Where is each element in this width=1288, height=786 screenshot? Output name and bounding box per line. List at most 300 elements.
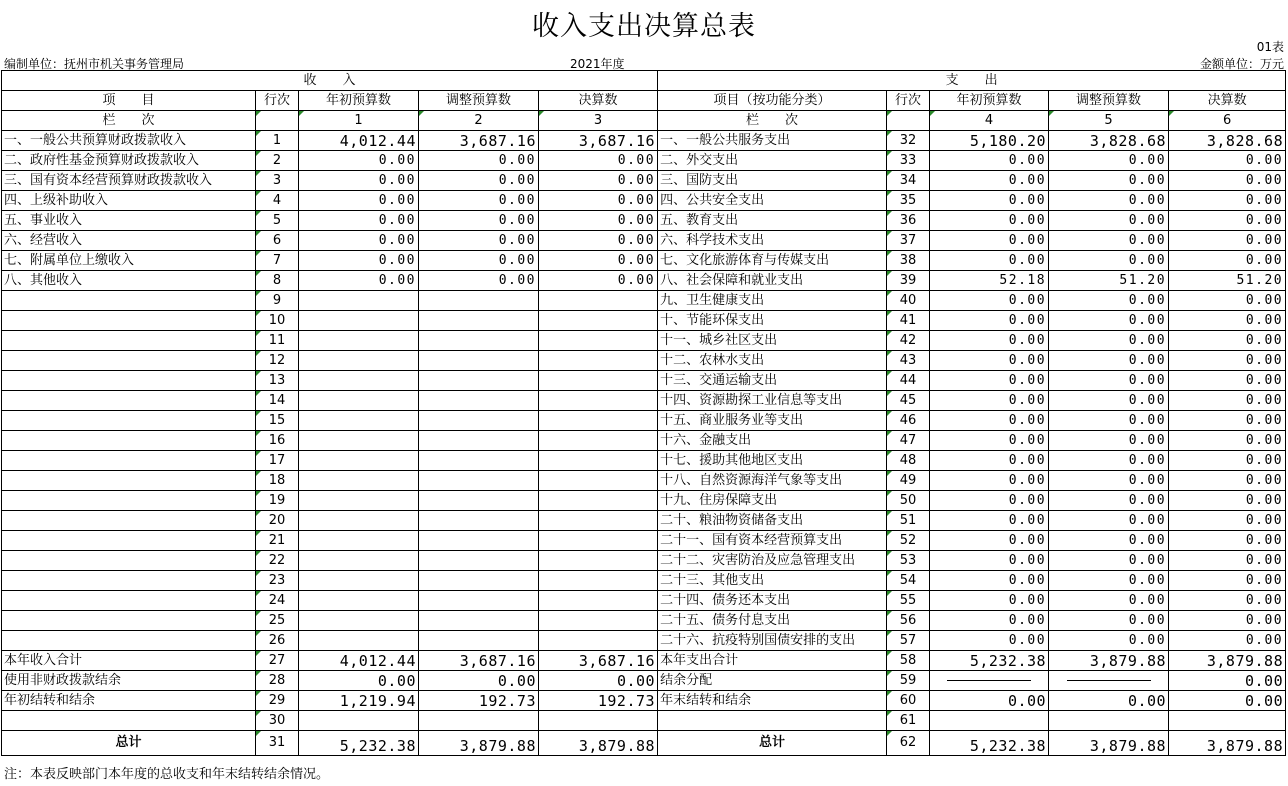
income-initial <box>299 631 419 651</box>
expense-item: 六、科学技术支出 <box>658 231 887 251</box>
income-row-no: 11 <box>256 331 299 351</box>
index-5: 5 <box>1049 111 1169 131</box>
income-final: 0.00 <box>539 171 658 191</box>
expense-row-no: 54 <box>887 571 930 591</box>
expense-final: 0.00 <box>1169 431 1286 451</box>
income-adjusted: 3,687.16 <box>419 131 539 151</box>
table-row <box>2 351 1286 371</box>
income-item <box>2 631 256 651</box>
income-row-no: 20 <box>256 511 299 531</box>
income-initial: 0.00 <box>299 251 419 271</box>
col-item: 项 目 <box>2 91 256 111</box>
expense-adjusted: 0.00 <box>1049 311 1169 331</box>
income-row-no: 26 <box>256 631 299 651</box>
income-item: 三、国有资本经营预算财政拨款收入 <box>2 171 256 191</box>
table-row <box>2 631 1286 651</box>
expense-final: 0.00 <box>1169 411 1286 431</box>
income-initial <box>299 371 419 391</box>
index-4: 4 <box>930 111 1049 131</box>
income-item <box>2 711 256 731</box>
table-row <box>2 571 1286 591</box>
expense-row-no: 39 <box>887 271 930 291</box>
income-final <box>539 431 658 451</box>
summary-row-r30 <box>2 711 1286 731</box>
expense-initial: 0.00 <box>930 331 1049 351</box>
income-row-no: 30 <box>256 711 299 731</box>
income-initial: 0.00 <box>299 151 419 171</box>
expense-row-no: 57 <box>887 631 930 651</box>
income-initial <box>299 431 419 451</box>
income-final <box>539 631 658 651</box>
expense-row-no: 48 <box>887 451 930 471</box>
income-initial <box>299 411 419 431</box>
expense-adjusted: 51.20 <box>1049 271 1169 291</box>
income-final <box>539 471 658 491</box>
expense-initial: 0.00 <box>930 611 1049 631</box>
expense-row-no: 55 <box>887 591 930 611</box>
expense-adjusted: 0.00 <box>1049 351 1169 371</box>
income-item <box>2 431 256 451</box>
income-final <box>539 391 658 411</box>
expense-item: 二十、粮油物资储备支出 <box>658 511 887 531</box>
col-final: 决算数 <box>539 91 658 111</box>
table-row <box>2 551 1286 571</box>
income-item: 五、事业收入 <box>2 211 256 231</box>
income-adjusted <box>419 451 539 471</box>
expense-final: 0.00 <box>1169 171 1286 191</box>
income-row-no: 2 <box>256 151 299 171</box>
expense-item: 十六、金融支出 <box>658 431 887 451</box>
income-adjusted <box>419 491 539 511</box>
expense-item: 四、公共安全支出 <box>658 191 887 211</box>
expense-row-no: 62 <box>887 731 930 756</box>
income-item <box>2 311 256 331</box>
expense-item: 九、卫生健康支出 <box>658 291 887 311</box>
income-adjusted <box>419 511 539 531</box>
expense-adjusted: 0.00 <box>1049 691 1169 711</box>
expense-adjusted: 0.00 <box>1049 291 1169 311</box>
expense-final: 0.00 <box>1169 391 1286 411</box>
expense-initial: 0.00 <box>930 471 1049 491</box>
expense-initial: 0.00 <box>930 371 1049 391</box>
income-initial: 0.00 <box>299 231 419 251</box>
expense-row-no: 61 <box>887 711 930 731</box>
income-initial: 4,012.44 <box>299 651 419 671</box>
income-row-no: 22 <box>256 551 299 571</box>
expense-adjusted: 0.00 <box>1049 531 1169 551</box>
income-row-no: 27 <box>256 651 299 671</box>
expense-adjusted: 0.00 <box>1049 371 1169 391</box>
income-initial <box>299 591 419 611</box>
expense-initial: 0.00 <box>930 551 1049 571</box>
expense-initial: 0.00 <box>930 211 1049 231</box>
income-initial <box>299 571 419 591</box>
table-row <box>2 291 1286 311</box>
expense-adjusted: 0.00 <box>1049 571 1169 591</box>
expense-row-no: 41 <box>887 311 930 331</box>
expense-final: 0.00 <box>1169 631 1286 651</box>
income-adjusted: 0.00 <box>419 671 539 691</box>
expense-item: 二十五、债务付息支出 <box>658 611 887 631</box>
expense-final: 0.00 <box>1169 191 1286 211</box>
income-item <box>2 511 256 531</box>
expense-initial: 0.00 <box>930 151 1049 171</box>
reporting-unit: 编制单位：抚州市机关事务管理局 <box>4 57 185 71</box>
expense-final: 0.00 <box>1169 331 1286 351</box>
expense-initial: 0.00 <box>930 411 1049 431</box>
expense-final: 51.20 <box>1169 271 1286 291</box>
income-adjusted <box>419 631 539 651</box>
expense-row-no: 46 <box>887 411 930 431</box>
expense-item: 二十六、抗疫特别国债安排的支出 <box>658 631 887 651</box>
income-initial <box>299 551 419 571</box>
income-row-no: 23 <box>256 571 299 591</box>
expense-initial: 0.00 <box>930 491 1049 511</box>
expense-row-no: 56 <box>887 611 930 631</box>
income-item <box>2 611 256 631</box>
expense-final: 3,879.88 <box>1169 731 1286 756</box>
income-final <box>539 331 658 351</box>
expense-header: 支 出 <box>658 71 1286 91</box>
income-item <box>2 291 256 311</box>
expense-initial: 5,232.38 <box>930 731 1049 756</box>
income-row-no: 6 <box>256 231 299 251</box>
summary-row-r31 <box>2 731 1286 756</box>
table-row <box>2 611 1286 631</box>
expense-row-no: 59 <box>887 671 930 691</box>
income-adjusted: 3,879.88 <box>419 731 539 756</box>
expense-initial <box>930 711 1049 731</box>
expense-initial: 0.00 <box>930 431 1049 451</box>
income-adjusted <box>419 571 539 591</box>
expense-initial: 0.00 <box>930 351 1049 371</box>
income-adjusted: 0.00 <box>419 211 539 231</box>
expense-row-no: 52 <box>887 531 930 551</box>
income-row-no: 28 <box>256 671 299 691</box>
expense-final: 0.00 <box>1169 211 1286 231</box>
table-row <box>2 311 1286 331</box>
income-final <box>539 591 658 611</box>
expense-item: 八、社会保障和就业支出 <box>658 271 887 291</box>
income-initial: 0.00 <box>299 171 419 191</box>
expense-adjusted: 0.00 <box>1049 151 1169 171</box>
table-row <box>2 531 1286 551</box>
income-adjusted <box>419 391 539 411</box>
income-initial: 0.00 <box>299 191 419 211</box>
expense-initial: 0.00 <box>930 631 1049 651</box>
expense-adjusted: 0.00 <box>1049 451 1169 471</box>
income-final <box>539 531 658 551</box>
table-row <box>2 331 1286 351</box>
expense-final: 0.00 <box>1169 351 1286 371</box>
expense-item: 十八、自然资源海洋气象等支出 <box>658 471 887 491</box>
expense-initial: 5,232.38 <box>930 651 1049 671</box>
table-row <box>2 471 1286 491</box>
expense-initial: 0.00 <box>930 451 1049 471</box>
expense-adjusted-dash <box>1049 671 1169 691</box>
expense-item: 年末结转和结余 <box>658 691 887 711</box>
expense-item: 二十二、灾害防治及应急管理支出 <box>658 551 887 571</box>
table-row <box>2 211 1286 231</box>
table-row <box>2 251 1286 271</box>
income-final: 192.73 <box>539 691 658 711</box>
expense-final: 0.00 <box>1169 231 1286 251</box>
expense-row-no: 58 <box>887 651 930 671</box>
expense-row-no: 32 <box>887 131 930 151</box>
income-item: 八、其他收入 <box>2 271 256 291</box>
expense-final: 0.00 <box>1169 311 1286 331</box>
table-row <box>2 131 1286 151</box>
expense-adjusted: 0.00 <box>1049 511 1169 531</box>
income-initial: 4,012.44 <box>299 131 419 151</box>
expense-adjusted: 0.00 <box>1049 471 1169 491</box>
income-adjusted: 0.00 <box>419 251 539 271</box>
expense-row-no: 50 <box>887 491 930 511</box>
income-row-no: 7 <box>256 251 299 271</box>
income-row-no: 5 <box>256 211 299 231</box>
column-header-row <box>2 91 1286 111</box>
expense-final: 0.00 <box>1169 531 1286 551</box>
income-row-no: 8 <box>256 271 299 291</box>
expense-item: 三、国防支出 <box>658 171 887 191</box>
income-initial <box>299 351 419 371</box>
expense-item: 十一、城乡社区支出 <box>658 331 887 351</box>
income-item <box>2 371 256 391</box>
income-adjusted <box>419 371 539 391</box>
income-adjusted <box>419 431 539 451</box>
col-exp-final: 决算数 <box>1169 91 1286 111</box>
expense-final: 0.00 <box>1169 471 1286 491</box>
income-final: 3,879.88 <box>539 731 658 756</box>
expense-adjusted: 0.00 <box>1049 391 1169 411</box>
income-item <box>2 351 256 371</box>
expense-final: 0.00 <box>1169 491 1286 511</box>
income-item <box>2 331 256 351</box>
table-row <box>2 451 1286 471</box>
expense-item: 本年支出合计 <box>658 651 887 671</box>
income-adjusted: 0.00 <box>419 171 539 191</box>
income-row-no: 14 <box>256 391 299 411</box>
expense-final <box>1169 711 1286 731</box>
table-row <box>2 431 1286 451</box>
expense-row-no: 47 <box>887 431 930 451</box>
expense-row-no: 49 <box>887 471 930 491</box>
expense-item: 一、一般公共服务支出 <box>658 131 887 151</box>
income-initial <box>299 511 419 531</box>
income-row-no: 29 <box>256 691 299 711</box>
col-exp-adjusted: 调整预算数 <box>1049 91 1169 111</box>
expense-adjusted: 0.00 <box>1049 171 1169 191</box>
income-final <box>539 371 658 391</box>
income-adjusted <box>419 611 539 631</box>
expense-initial: 0.00 <box>930 191 1049 211</box>
expense-item: 七、文化旅游体育与传媒支出 <box>658 251 887 271</box>
expense-row-no: 34 <box>887 171 930 191</box>
index-exp-blank <box>887 111 930 131</box>
expense-item: 结余分配 <box>658 671 887 691</box>
table-row <box>2 411 1286 431</box>
income-adjusted <box>419 311 539 331</box>
expense-item: 二十一、国有资本经营预算支出 <box>658 531 887 551</box>
income-item: 二、政府性基金预算财政拨款收入 <box>2 151 256 171</box>
table-row <box>2 271 1286 291</box>
income-initial <box>299 451 419 471</box>
expense-final: 0.00 <box>1169 371 1286 391</box>
col-exp-item: 项目（按功能分类） <box>658 91 887 111</box>
income-row-no: 9 <box>256 291 299 311</box>
expense-row-no: 53 <box>887 551 930 571</box>
expense-final: 0.00 <box>1169 451 1286 471</box>
expense-adjusted: 0.00 <box>1049 331 1169 351</box>
expense-initial: 0.00 <box>930 591 1049 611</box>
expense-item: 十七、援助其他地区支出 <box>658 451 887 471</box>
col-exp-row-no: 行次 <box>887 91 930 111</box>
expense-final: 0.00 <box>1169 551 1286 571</box>
expense-adjusted: 3,828.68 <box>1049 131 1169 151</box>
index-3: 3 <box>539 111 658 131</box>
expense-row-no: 33 <box>887 151 930 171</box>
expense-initial: 5,180.20 <box>930 131 1049 151</box>
expense-row-no: 40 <box>887 291 930 311</box>
expense-row-no: 51 <box>887 511 930 531</box>
expense-row-no: 43 <box>887 351 930 371</box>
expense-initial: 0.00 <box>930 231 1049 251</box>
income-adjusted <box>419 291 539 311</box>
summary-row-r28 <box>2 671 1286 691</box>
expense-final: 3,828.68 <box>1169 131 1286 151</box>
income-item: 一、一般公共预算财政拨款收入 <box>2 131 256 151</box>
expense-adjusted: 0.00 <box>1049 431 1169 451</box>
income-initial: 1,219.94 <box>299 691 419 711</box>
income-adjusted <box>419 551 539 571</box>
index-2: 2 <box>419 111 539 131</box>
income-row-no: 24 <box>256 591 299 611</box>
income-final <box>539 411 658 431</box>
income-item <box>2 471 256 491</box>
income-final: 0.00 <box>539 211 658 231</box>
col-row-no: 行次 <box>256 91 299 111</box>
budget-table <box>1 70 1286 756</box>
expense-item <box>658 711 887 731</box>
income-row-no: 18 <box>256 471 299 491</box>
table-row <box>2 511 1286 531</box>
income-final: 3,687.16 <box>539 651 658 671</box>
expense-item: 五、教育支出 <box>658 211 887 231</box>
income-item: 六、经营收入 <box>2 231 256 251</box>
expense-initial-dash <box>930 671 1049 691</box>
income-initial <box>299 471 419 491</box>
income-initial: 0.00 <box>299 211 419 231</box>
income-adjusted: 0.00 <box>419 151 539 171</box>
income-item <box>2 491 256 511</box>
income-row-no: 4 <box>256 191 299 211</box>
income-adjusted: 0.00 <box>419 271 539 291</box>
footnote: 注：本表反映部门本年度的总收支和年末结转结余情况。 <box>4 767 330 782</box>
expense-adjusted: 3,879.88 <box>1049 651 1169 671</box>
income-adjusted <box>419 471 539 491</box>
expense-adjusted: 0.00 <box>1049 491 1169 511</box>
income-row-no: 25 <box>256 611 299 631</box>
income-final <box>539 451 658 471</box>
income-adjusted: 3,687.16 <box>419 651 539 671</box>
expense-initial: 0.00 <box>930 171 1049 191</box>
income-final <box>539 711 658 731</box>
expense-row-no: 45 <box>887 391 930 411</box>
table-row <box>2 391 1286 411</box>
expense-final: 0.00 <box>1169 251 1286 271</box>
income-adjusted <box>419 531 539 551</box>
expense-adjusted: 0.00 <box>1049 631 1169 651</box>
expense-final: 0.00 <box>1169 671 1286 691</box>
income-row-no: 1 <box>256 131 299 151</box>
income-final <box>539 291 658 311</box>
income-row-no: 13 <box>256 371 299 391</box>
expense-initial: 52.18 <box>930 271 1049 291</box>
page-title: 收入支出决算总表 <box>532 11 756 42</box>
income-item <box>2 391 256 411</box>
income-row-no: 16 <box>256 431 299 451</box>
section-header-row <box>2 71 1286 91</box>
income-final <box>539 551 658 571</box>
income-initial: 0.00 <box>299 671 419 691</box>
income-row-no: 3 <box>256 171 299 191</box>
summary-row-r29 <box>2 691 1286 711</box>
expense-item: 总计 <box>658 731 887 756</box>
expense-item: 十、节能环保支出 <box>658 311 887 331</box>
income-final: 3,687.16 <box>539 131 658 151</box>
income-header: 收 入 <box>2 71 658 91</box>
expense-initial: 0.00 <box>930 571 1049 591</box>
income-item <box>2 551 256 571</box>
col-adjusted: 调整预算数 <box>419 91 539 111</box>
expense-adjusted: 0.00 <box>1049 611 1169 631</box>
expense-item: 二十三、其他支出 <box>658 571 887 591</box>
income-final <box>539 311 658 331</box>
expense-item: 十三、交通运输支出 <box>658 371 887 391</box>
income-final: 0.00 <box>539 151 658 171</box>
income-item <box>2 451 256 471</box>
table-number: 01表 <box>1256 40 1284 54</box>
expense-adjusted: 0.00 <box>1049 211 1169 231</box>
table-row <box>2 151 1286 171</box>
col-exp-initial: 年初预算数 <box>930 91 1049 111</box>
expense-row-no: 38 <box>887 251 930 271</box>
expense-final: 0.00 <box>1169 691 1286 711</box>
income-adjusted: 192.73 <box>419 691 539 711</box>
index-label: 栏 次 <box>2 111 256 131</box>
table-row <box>2 231 1286 251</box>
income-item <box>2 591 256 611</box>
expense-adjusted: 3,879.88 <box>1049 731 1169 756</box>
income-row-no: 17 <box>256 451 299 471</box>
expense-final: 0.00 <box>1169 291 1286 311</box>
income-row-no: 21 <box>256 531 299 551</box>
dash-line <box>1067 680 1151 681</box>
expense-final: 3,879.88 <box>1169 651 1286 671</box>
expense-adjusted: 0.00 <box>1049 551 1169 571</box>
income-adjusted <box>419 351 539 371</box>
expense-final: 0.00 <box>1169 591 1286 611</box>
expense-adjusted: 0.00 <box>1049 591 1169 611</box>
table-row <box>2 491 1286 511</box>
income-initial: 5,232.38 <box>299 731 419 756</box>
expense-item: 十九、住房保障支出 <box>658 491 887 511</box>
income-final <box>539 351 658 371</box>
income-initial <box>299 331 419 351</box>
expense-initial: 0.00 <box>930 531 1049 551</box>
income-final <box>539 571 658 591</box>
summary-row-r27 <box>2 651 1286 671</box>
